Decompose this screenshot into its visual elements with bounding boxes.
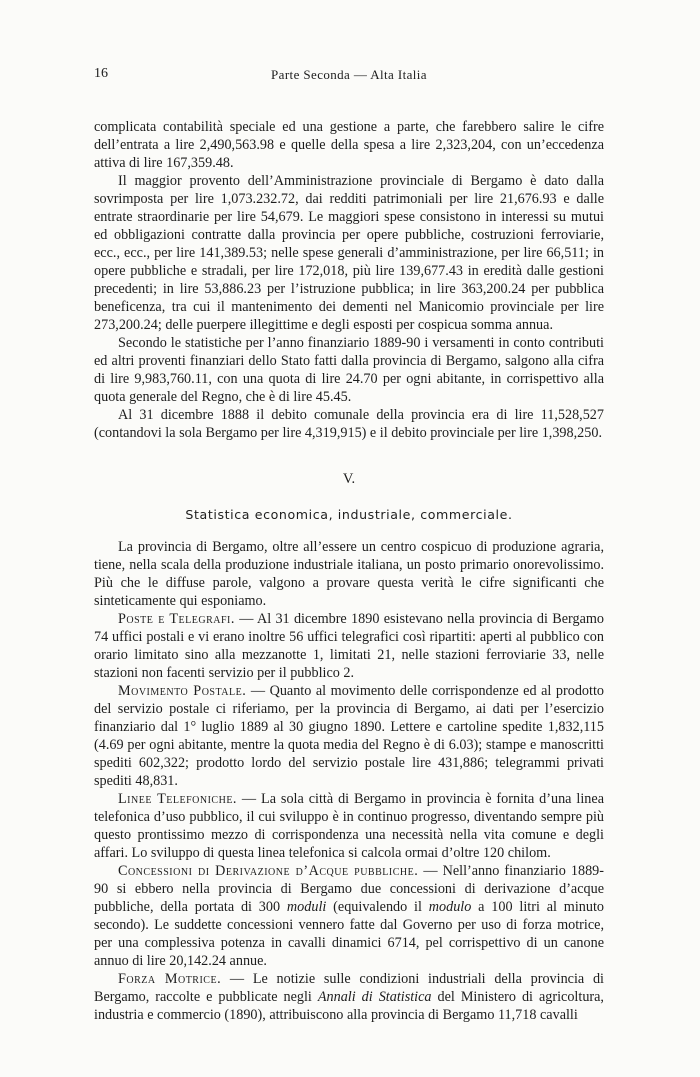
page-body: [94, 118, 604, 1024]
section-numeral: V.: [342, 471, 356, 487]
run-in-heading: Poste e Telegrafi.: [118, 611, 235, 627]
paragraph-text: a 100 litri al minuto secondo). Le suddette concessioni vennero fatte dal Governo per uso di forza motrice, per una complessiva potenza in cavalli dinamici 6714, pel corrispettivo di un canone annuo di lire 20,142.24 annue.: [94, 899, 604, 969]
paragraph-text: — Nell’anno finanziario 1889-90 si ebbero nella provincia di Bergamo due concessioni di derivazione d’acque pubbliche, della portata di 300: [94, 863, 605, 915]
run-in-heading: Forza Motrice.: [118, 971, 222, 987]
paragraph-text: del Ministero di agricoltura, industria e commercio (1890), attribuiscono alla provincia di Bergamo 11,718 cavalli: [94, 989, 604, 1023]
paragraph-text: (equivalendo il: [326, 899, 429, 915]
paragraph-movimento-postale: [94, 682, 604, 790]
paragraph-poste-telegrafi: [94, 610, 604, 682]
paragraph-state-contributions: Secondo le statistiche per l’anno finanziario 1889-90 i versamenti in conto contributi ed altri proventi finanziari dello Stato fatti dalla provincia di Bergamo, salgono alla cifra di lire 9,983,760.11, con una quota di lire 24.70 per ogni abitante, in corrispettivo alla quota generale del Regno, che è di lire 45.45.: [94, 335, 604, 405]
paragraph-text: — Le notizie sulle condizioni industriali della provincia di Bergamo, raccolte e pubblicate negli: [94, 971, 604, 1005]
page-header: [94, 66, 604, 86]
run-in-heading: Concessioni di Derivazione d’Acque pubbliche.: [118, 863, 419, 879]
italic-term: modulo: [428, 899, 472, 915]
run-in-heading: Linee Telefoniche.: [118, 791, 237, 807]
running-head: Parte Seconda — Alta Italia: [271, 67, 427, 82]
paragraph-forza-motrice: [94, 970, 604, 1024]
paragraph-text: — La sola città di Bergamo in provincia è fornita d’una linea telefonica d’uso pubblico, il cui sviluppo è in continuo progresso, diventando sempre più questo prontissimo mezzo di corrispondenza una necessità nella vita comune e degli affari. Lo sviluppo di questa linea telefonica si calcola ormai d’oltre 120 chilom.: [94, 791, 604, 861]
paragraph-continuation: complicata contabilità speciale ed una gestione a parte, che farebbero salire le cifre dell’entrata a lire 2,490,563.98 e quelle della spesa a lire 2,323,204, con un’eccedenza attiva di lire 167,359.48.: [94, 119, 604, 171]
paragraph-text: — Al 31 dicembre 1890 esistevano nella provincia di Bergamo 74 uffici postali e vi erano inoltre 56 uffici telegrafici così ripartiti: aperti al pubblico con orario limitato sino alla mezzanotte 1, limitati 21, nelle stazioni ferroviarie 33, nelle stazioni non facenti servizio per il pubblico 2.: [94, 611, 604, 681]
italic-term: moduli: [286, 899, 327, 915]
paragraph-provincial-revenue: Il maggior provento dell’Amministrazione provinciale di Bergamo è dato dalla sovrimposta per lire 1,073.232.72, dai redditi patrimoniali per lire 21,676.93 e dalle entrate straordinarie per lire 54,679. Le maggiori spese consistono in interessi su mutui ed obbligazioni contratte dalla provincia per opere pubbliche, costruzioni ferroviarie, ecc., ecc., per lire 141,389.53; nelle spese generali d’amministrazione, per lire 66,511; in opere pubbliche e stradali, per lire 172,018, più lire 139,677.43 in eredità dalle gestioni precedenti; in lire 53,886.23 per l’istruzione pubblica; in lire 363,200.24 per pubblica beneficenza, tra cui il mantenimento dei dementi nel Manicomio provinciale per lire 273,200.24; delle puerpere illegittime e degli esposti per cospicua somma annua.: [94, 173, 604, 333]
paragraph-text: — Quanto al movimento delle corrispondenze ed al prodotto del servizio postale ci riferiamo, per la provincia di Bergamo, ai dati per l’esercizio finanziario dal 1° luglio 1889 al 30 giugno 1890. Lettere e cartoline spedite 1,832,115 (4.69 per ogni abitante, mentre la quota media del Regno è di 6.03); stampe e manoscritti spediti 602,322; prodotto lordo del servizio postale lire 431,886; telegrammi privati spediti 48,831.: [94, 683, 604, 789]
paragraph-debt: Al 31 dicembre 1888 il debito comunale della provincia era di lire 11,528,527 (contandovi la sola Bergamo per lire 4,319,915) e il debito provinciale per lire 1,398,250.: [94, 407, 604, 441]
page-number: 16: [94, 66, 108, 81]
section-title: Statistica economica, industriale, commerciale.: [185, 507, 513, 522]
paragraph-concessioni: [94, 862, 604, 970]
paragraph-linee-telefoniche: [94, 790, 604, 862]
italic-title: Annali di Statistica: [317, 989, 432, 1005]
paragraph-intro: La provincia di Bergamo, oltre all’essere un centro cospicuo di produzione agraria, tiene, nella scala della produzione industriale italiana, un posto primario onorevolissimo. Più che le diffuse parole, valgono a provare questa verità le cifre significanti che sinteticamente qui esponiamo.: [94, 539, 604, 609]
run-in-heading: Movimento Postale.: [118, 683, 247, 699]
